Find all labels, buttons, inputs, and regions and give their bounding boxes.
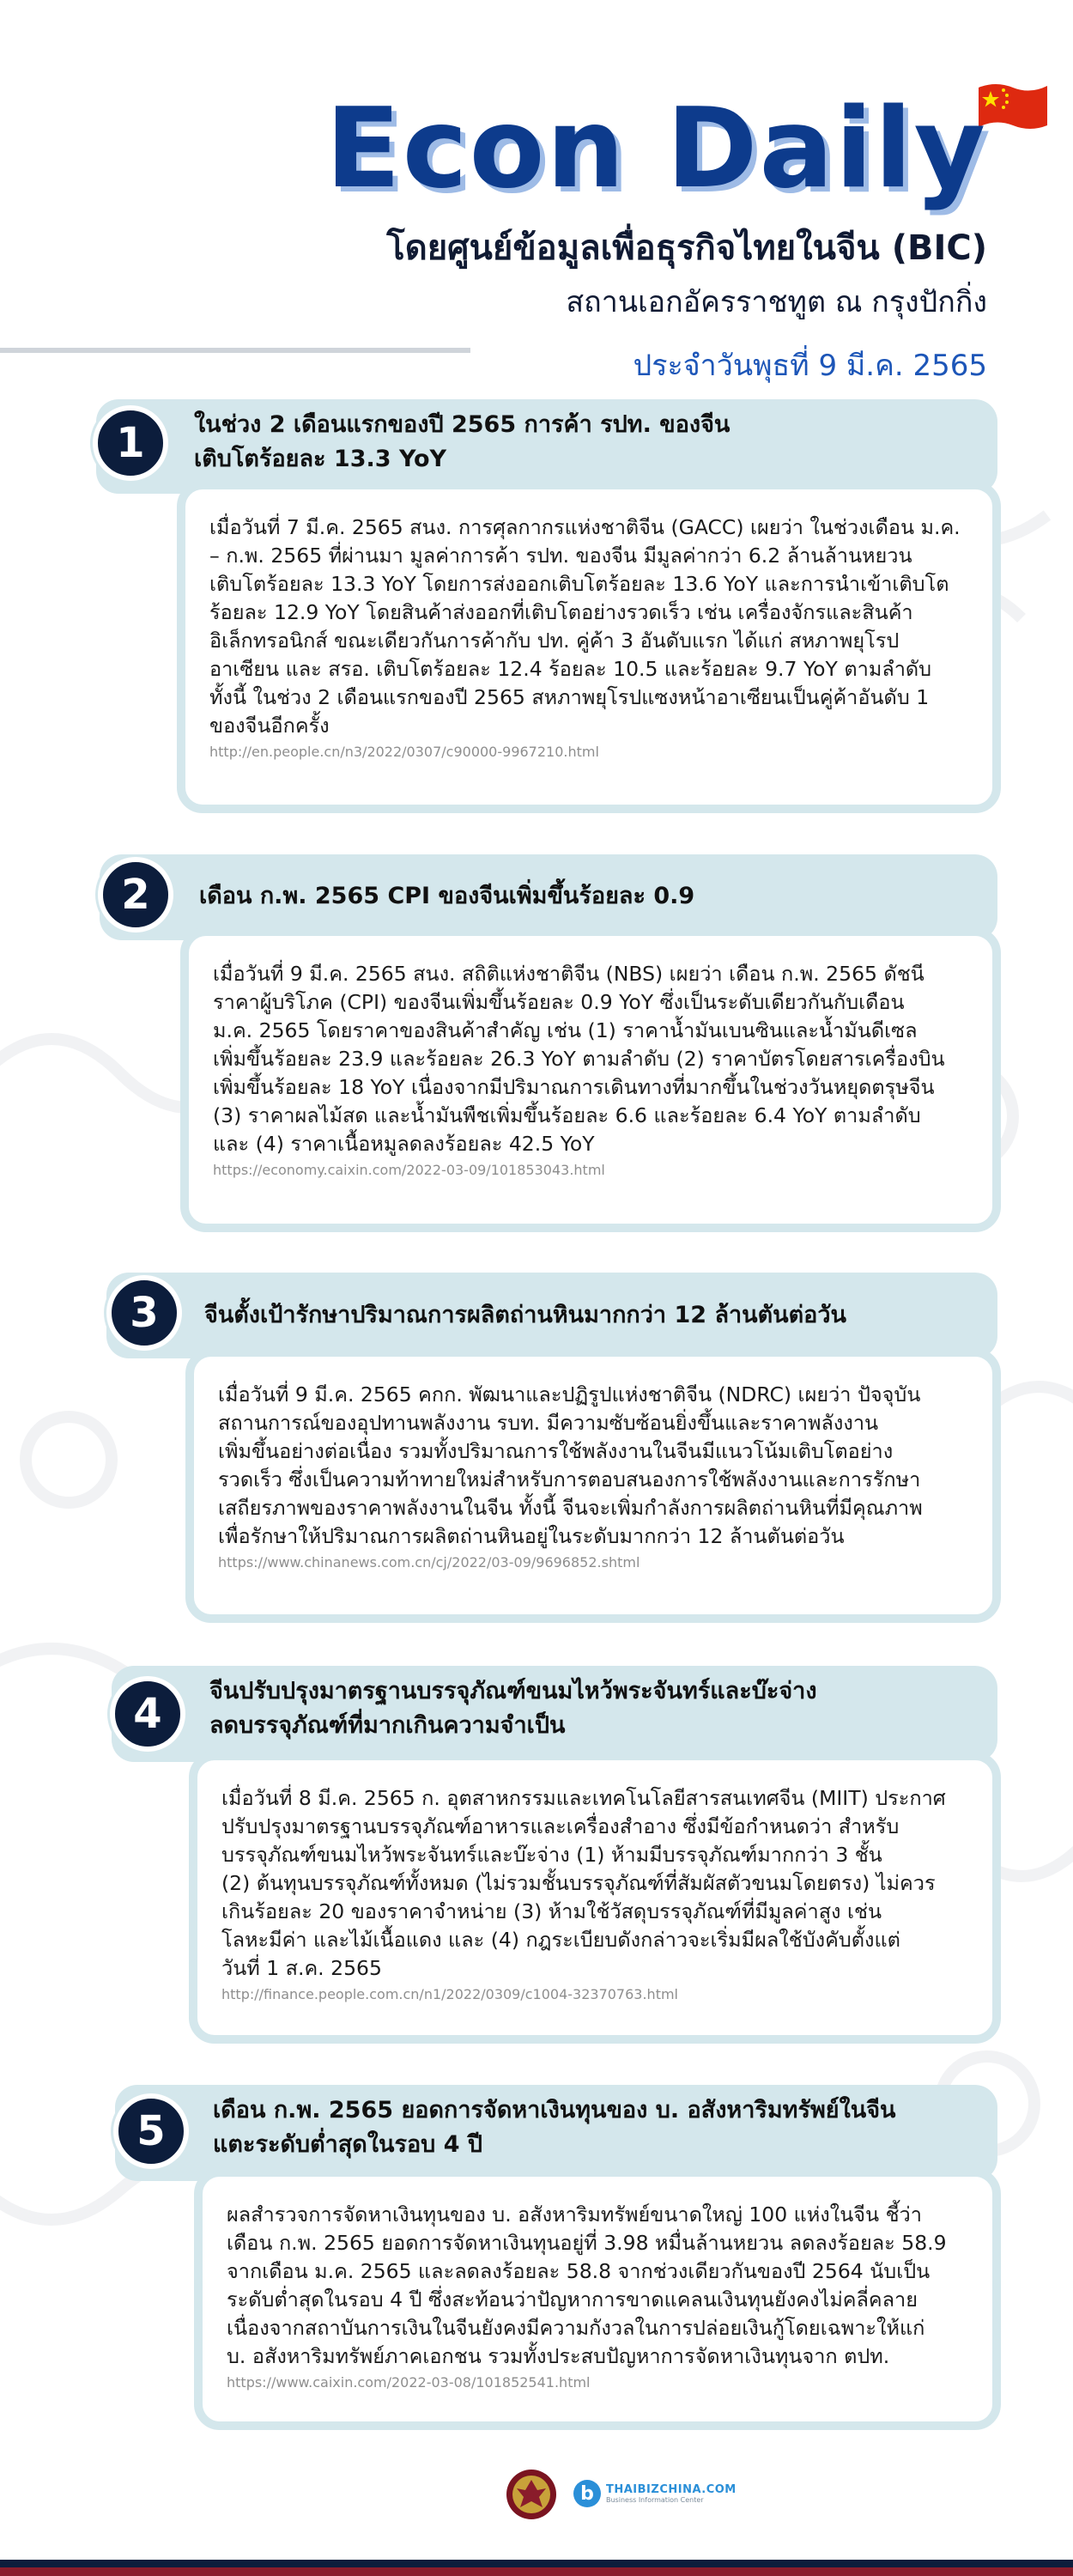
thai-garuda-seal-icon — [505, 2464, 558, 2524]
body-line: เนื่องจากสถาบันการเงินในจีนยังคงมีความกังวลในการปล่อยเงินกู้โดยเฉพาะให้แก่ — [227, 2316, 925, 2340]
section-title — [199, 879, 972, 914]
embassy-line: สถานเอกอัครราชทูต ณ กรุงปักกิ่ง — [566, 285, 987, 319]
section-number-badge: 3 — [106, 1275, 182, 1351]
section-text — [227, 2201, 970, 2371]
body-line: ระดับต่ำสุดในรอบ 4 ปี ซึ่งสะท้อนว่าปัญหาการขาดแคลนเงินทุนยังคงไม่คลี่คลาย — [227, 2287, 918, 2312]
section-title-line: ลดบรรจุภัณฑ์ที่มากเกินความจำเป็น — [209, 1712, 566, 1739]
section-title — [204, 1298, 977, 1333]
source-link[interactable]: https://economy.caixin.com/2022-03-09/101853043.html — [213, 1162, 605, 1178]
source-link[interactable]: https://www.chinanews.com.cn/cj/2022/03-09/9696852.shtml — [218, 1554, 640, 1571]
thaibizchina-logo — [573, 2480, 737, 2507]
body-line: เสถียรภาพของราคาพลังงานในจีน ทั้งนี้ จีนจะเพิ่มกำลังการผลิตถ่านหินที่มีคุณภาพ — [218, 1496, 923, 1520]
source-link[interactable]: https://www.caixin.com/2022-03-08/101852541.html — [227, 2374, 591, 2391]
body-line: บรรจุภัณฑ์ขนมไหว้พระจันทร์และบ๊ะจ่าง (1) ห้ามมีบรรจุภัณฑ์มากกว่า 3 ชั้น — [221, 1843, 882, 1867]
body-line: – ก.พ. 2565 ที่ผ่านมา มูลค่าการค้า รปท. ของจีน มีมูลค่ากว่า 6.2 ล้านล้านหยวน — [209, 544, 912, 568]
body-line: ราคาผู้บริโภค (CPI) ของจีนเพิ่มขึ้นร้อยละ 0.9 YoY ซึ่งเป็นระดับเดียวกันกับเดือน — [213, 990, 905, 1014]
body-line: (2) ต้นทุนบรรจุภัณฑ์ทั้งหมด (ไม่รวมชั้นบรรจุภัณฑ์ที่สัมผัสตัวขนมโดยตรง) ไม่ควร — [221, 1871, 936, 1895]
body-line: อาเซียน และ สรอ. เติบโตร้อยละ 12.4 ร้อยละ 10.5 และร้อยละ 9.7 YoY ตามลำดับ — [209, 657, 932, 681]
section-body — [177, 481, 1001, 813]
body-line: รวดเร็ว ซึ่งเป็นความท้าทายใหม่สำหรับการตอบสนองการใช้พลังงานและการรักษา — [218, 1467, 921, 1492]
footer — [0, 2464, 1073, 2542]
section-number-badge: 5 — [113, 2093, 189, 2169]
body-line: เมื่อวันที่ 9 มี.ค. 2565 คกก. พัฒนาและปฏิรูปแห่งชาติจีน (NDRC) เผยว่า ปัจจุบัน — [218, 1382, 921, 1406]
organization-line: โดยศูนย์ข้อมูลเพื่อธุรกิจไทยในจีน (BIC) — [386, 228, 987, 268]
issue-date: ประจำวันพุธที่ 9 มี.ค. 2565 — [633, 349, 987, 383]
body-line: ของจีนอีกครั้ง — [209, 714, 330, 738]
body-line: (3) ราคาผลไม้สด และน้ำมันพืชเพิ่มขึ้นร้อยละ 6.6 และร้อยละ 6.4 YoY ตามลำดับ — [213, 1103, 921, 1127]
section-text — [213, 960, 970, 1158]
section-number-badge: 4 — [110, 1676, 185, 1752]
section-title — [194, 408, 967, 477]
body-line: ทั้งนี้ ในช่วง 2 เดือนแรกของปี 2565 สหภาพยุโรปแซงหน้าอาเซียนเป็นคู่ค้าอันดับ 1 — [209, 685, 930, 709]
section-title — [213, 2093, 985, 2162]
body-line: เกินร้อยละ 20 ของราคาจำหน่าย (3) ห้ามใช้วัสดุบรรจุภัณฑ์ที่มีมูลค่าสูง เช่น — [221, 1899, 882, 1923]
body-line: เพิ่มขึ้นร้อยละ 18 YoY เนื่องจากมีปริมาณการเดินทางที่มากขึ้นในช่วงวันหยุดตรุษจีน — [213, 1075, 935, 1099]
logo-title: THAIBIZCHINA.COM — [606, 2483, 737, 2496]
header-divider — [0, 348, 470, 353]
body-line: ปรับปรุงมาตรฐานบรรจุภัณฑ์อาหารและเครื่องสำอาง ซึ่งมีข้อกำหนดว่า สำหรับ — [221, 1814, 900, 1838]
body-line: เพิ่มขึ้นร้อยละ 23.9 และร้อยละ 26.3 YoY ตามลำดับ (2) ราคาบัตรโดยสารเครื่องบิน — [213, 1047, 945, 1071]
body-line: เพิ่มขึ้นอย่างต่อเนื่อง รวมทั้งปริมาณการใช้พลังงานในจีนมีแนวโน้มเติบโตอย่าง — [218, 1439, 894, 1463]
body-line: อิเล็กทรอนิกส์ ขณะเดียวกันการค้ากับ ปท. คู่ค้า 3 อันดับแรก ได้แก่ สหภาพยุโรป — [209, 629, 900, 653]
footer-bar-navy — [0, 2560, 1073, 2567]
section-title-line: แตะระดับต่ำสุดในรอบ 4 ปี — [213, 2131, 483, 2158]
section-title-line: จีนปรับปรุงมาตรฐานบรรจุภัณฑ์ขนมไหว้พระจันทร์และบ๊ะจ่าง — [209, 1678, 817, 1704]
body-line: โลหะมีค่า และไม้เนื้อแดง และ (4) กฎระเบียบดังกล่าวจะเริ่มมีผลใช้บังคับตั้งแต่ — [221, 1928, 900, 1952]
body-line: เมื่อวันที่ 9 มี.ค. 2565 สนง. สถิติแห่งชาติจีน (NBS) เผยว่า เดือน ก.พ. 2565 ดัชนี — [213, 962, 924, 986]
section-number-badge: 2 — [98, 857, 173, 933]
body-line: ร้อยละ 12.9 YoY โดยสินค้าส่งออกที่เติบโตอย่างรวดเร็ว เช่น เครื่องจักรและสินค้า — [209, 600, 913, 624]
body-line: ม.ค. 2565 โดยราคาของสินค้าสำคัญ เช่น (1) ราคาน้ำมันเบนซินและน้ำมันดีเซล — [213, 1018, 918, 1042]
logo-subtitle: Business Information Center — [606, 2496, 704, 2504]
section-title-line: เดือน ก.พ. 2565 CPI ของจีนเพิ่มขึ้นร้อยละ 0.9 — [199, 883, 695, 909]
section-title-line: เติบโตร้อยละ 13.3 YoY — [194, 446, 447, 472]
section-title-line: ในช่วง 2 เดือนแรกของปี 2565 การค้า รปท. ของจีน — [194, 411, 730, 438]
source-link[interactable]: http://finance.people.com.cn/n1/2022/0309/c1004-32370763.html — [221, 1986, 678, 2002]
section-title-line: จีนตั้งเป้ารักษาปริมาณการผลิตถ่านหินมากกว่า 12 ล้านตันต่อวัน — [204, 1302, 846, 1328]
body-line: และ (4) ราคาเนื้อหมูลดลงร้อยละ 42.5 YoY — [213, 1132, 595, 1156]
section-title — [209, 1674, 982, 1743]
section-body — [194, 2168, 1001, 2430]
body-line: เมื่อวันที่ 7 มี.ค. 2565 สนง. การศุลกากรแห่งชาติจีน (GACC) เผยว่า ในช่วงเดือน ม.ค. — [209, 515, 961, 539]
header — [325, 85, 987, 388]
body-line: ผลสำรวจการจัดหาเงินทุนของ บ. อสังหาริมทรัพย์ขนาดใหญ่ 100 แห่งในจีน ชี้ว่า — [227, 2202, 922, 2227]
body-line: จากเดือน ม.ค. 2565 และลดลงร้อยละ 58.8 จากช่วงเดียวกันของปี 2564 นับเป็น — [227, 2259, 931, 2283]
section-text — [221, 1784, 970, 1983]
brand-title: Econ Daily — [325, 85, 987, 213]
source-link[interactable]: http://en.people.cn/n3/2022/0307/c90000-9967210.html — [209, 744, 599, 760]
body-line: สถานการณ์ของอุปทานพลังงาน รบท. มีความซับซ้อนยิ่งขึ้นและราคาพลังงาน — [218, 1411, 879, 1435]
footer-bar-red — [0, 2567, 1073, 2576]
section-title-line: เดือน ก.พ. 2565 ยอดการจัดหาเงินทุนของ บ. อสังหาริมทรัพย์ในจีน — [213, 2097, 896, 2123]
body-line: เพื่อรักษาให้ปริมาณการผลิตถ่านหินอยู่ในระดับมากกว่า 12 ล้านตันต่อวัน — [218, 1524, 845, 1548]
section-text — [209, 513, 970, 740]
body-line: เติบโตร้อยละ 13.3 YoY โดยการส่งออกเติบโตร้อยละ 13.6 YoY และการนำเข้าเติบโต — [209, 572, 949, 596]
section-body — [180, 927, 1001, 1232]
section-number-badge: 1 — [93, 405, 168, 481]
body-line: เดือน ก.พ. 2565 ยอดการจัดหาเงินทุนอยู่ที่ 3.98 หมื่นล้านหยวน ลดลงร้อยละ 58.9 — [227, 2231, 947, 2255]
body-line: เมื่อวันที่ 8 มี.ค. 2565 ก. อุตสาหกรรมและเทคโนโลยีสารสนเทศจีน (MIIT) ประกาศ — [221, 1786, 946, 1810]
section-text — [218, 1381, 970, 1551]
section-body — [185, 1348, 1001, 1623]
section-body — [189, 1752, 1001, 2044]
body-line: วันที่ 1 ส.ค. 2565 — [221, 1956, 382, 1980]
thaibizchina-logo-icon: b — [573, 2480, 601, 2507]
body-line: บ. อสังหาริมทรัพย์ภาคเอกชน รวมทั้งประสบปัญหาการจัดหาเงินทุนจาก ตปท. — [227, 2344, 890, 2368]
